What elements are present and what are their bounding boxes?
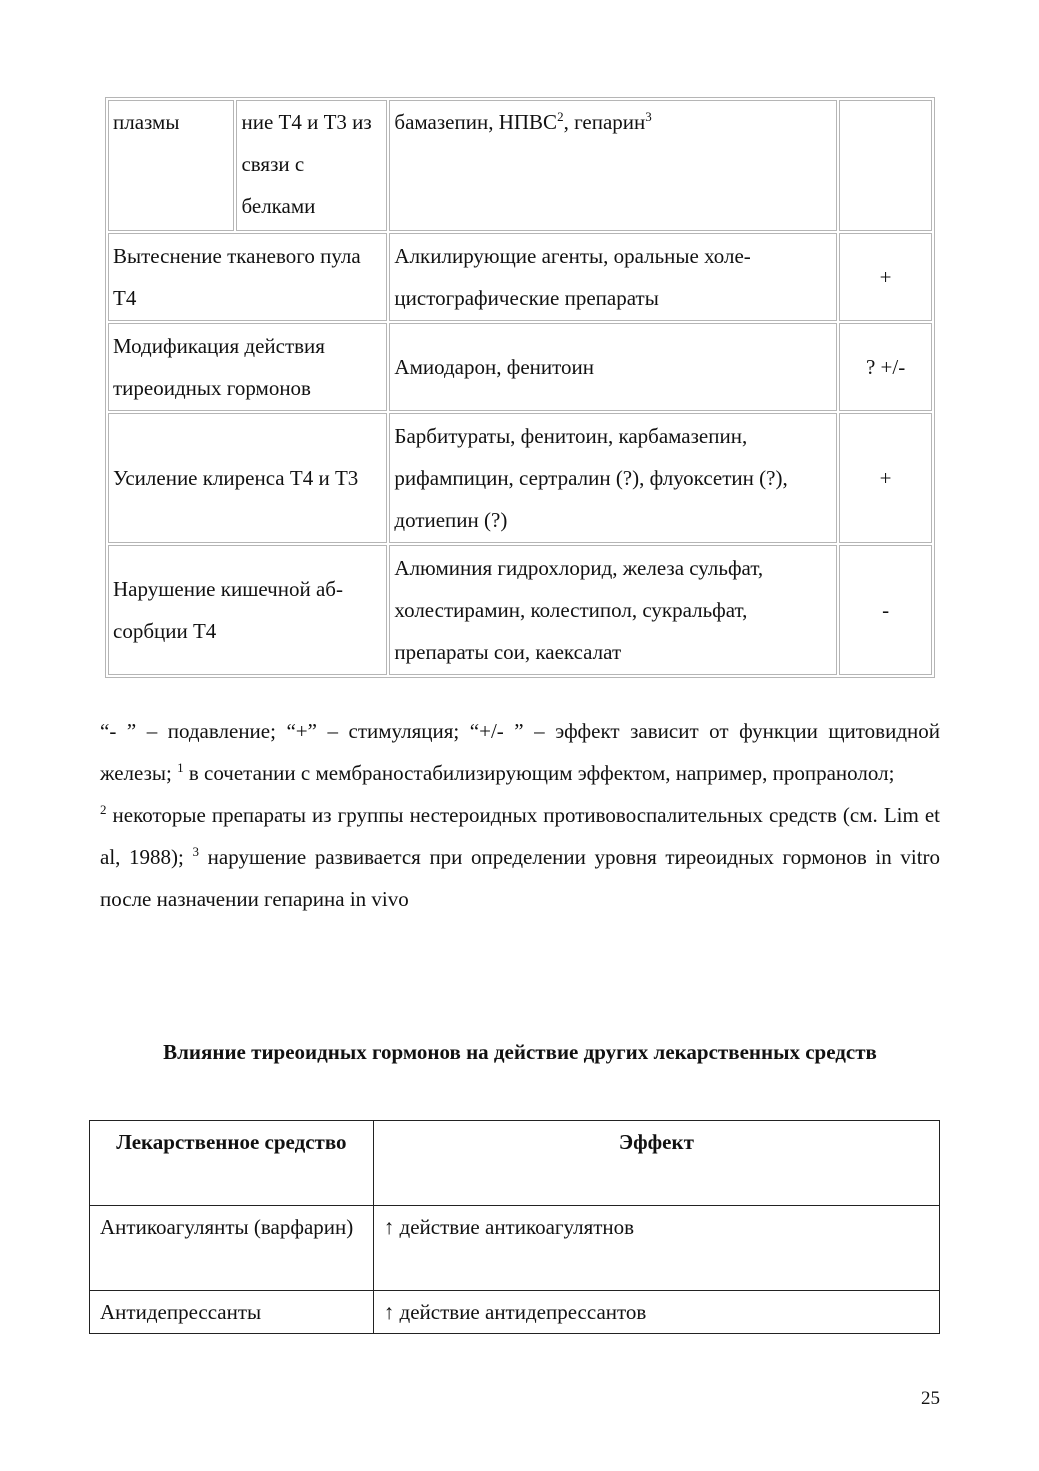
- footnote-text: некоторые препараты из группы нестероидных противовоспалительных средств (см. Lim et al, 1988);: [100, 803, 941, 869]
- footnote-mark: 2: [557, 109, 564, 124]
- section-heading: Влияние тиреоидных гормонов на действие других лекарственных средств: [163, 1040, 877, 1064]
- footnote-mark: 3: [192, 844, 200, 859]
- table-cell: +: [839, 413, 932, 543]
- table-cell: Усиление клиренса Т4 и Т3: [108, 413, 387, 543]
- drug-cell: Антидепрессанты: [90, 1291, 374, 1334]
- effect-cell: ↑ действие антикоагулятнов: [373, 1206, 939, 1291]
- hormone-effects-table: [89, 1120, 940, 1334]
- table-cell: Барбитураты, фенитоин, карбамазепин, рифампицин, сертралин (?), флуоксетин (?), дотиепин (?): [389, 413, 837, 543]
- table-cell: ние Т4 и Т3 из связи с белками: [236, 100, 387, 231]
- table-row: [90, 1291, 940, 1334]
- table-header-row: [90, 1121, 940, 1206]
- column-header-effect: Эффект: [373, 1121, 939, 1206]
- footnote-text: в сочетании с мембраностабилизирующим эффектом, например, пропранолол;: [188, 761, 895, 785]
- table-cell: Вытеснение тканевого пула Т4: [108, 233, 387, 321]
- table-footnotes: [100, 710, 940, 920]
- footnote-text: нарушение развивается при определении уровня тиреоидных гормонов in vitro после назначении гепарина in vivo: [100, 845, 941, 911]
- table-row: [108, 323, 932, 411]
- table-cell: Алкилирующие агенты, оральные холе-цистографические препараты: [389, 233, 837, 321]
- drug-cell: Антикоагулянты (варфарин): [90, 1206, 374, 1291]
- effect-cell: ↑ действие антидепрессантов: [373, 1291, 939, 1334]
- footnote-mark: 2: [100, 802, 107, 817]
- footnote-mark: 1: [177, 760, 184, 775]
- table-cell: Амиодарон, фенитоин: [389, 323, 837, 411]
- table-row: [108, 233, 932, 321]
- column-header-drug: Лекарственное средство: [90, 1121, 374, 1206]
- footnote-mark: 3: [645, 109, 652, 124]
- table-cell: Алюминия гидрохлорид, железа сульфат, холестирамин, колестипол, сукральфат, препараты сои, каексалат: [389, 545, 837, 675]
- table-cell: +: [839, 233, 932, 321]
- table-row: [108, 545, 932, 675]
- table-cell: Нарушение кишечной аб-сорбции Т4: [108, 545, 387, 675]
- table-cell: ? +/-: [839, 323, 932, 411]
- table-row: [90, 1206, 940, 1291]
- page-number: 25: [921, 1388, 940, 1409]
- cell-text: , гепарин: [563, 110, 646, 134]
- table-row: [108, 413, 932, 543]
- table-cell: плазмы: [108, 100, 234, 231]
- table-cell: Модификация действия тиреоидных гормонов: [108, 323, 387, 411]
- cell-text: бамазепин, НПВС: [394, 110, 558, 134]
- drug-interaction-table: [105, 97, 935, 678]
- table-cell: [839, 100, 932, 231]
- footnote-paragraph: [100, 710, 940, 794]
- table-cell: [389, 100, 837, 231]
- table-row: [108, 100, 932, 231]
- table-cell: -: [839, 545, 932, 675]
- footnote-paragraph: [100, 794, 940, 920]
- footnote-text: “- ” – подавление; “+” – стимуляция; “+/- ” – эффект зависит от функции щитовидной железы;: [100, 719, 940, 785]
